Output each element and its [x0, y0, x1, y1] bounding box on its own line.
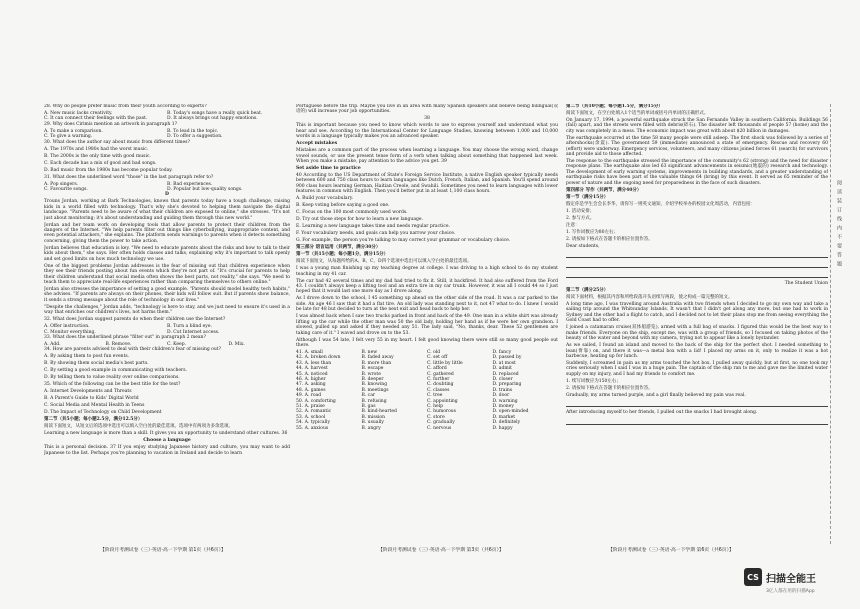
choice-option: 44. A. harvest [296, 366, 328, 372]
section-heading: 第二节（共10小题；每小题1.5分，满分15分） [566, 104, 663, 109]
choice-option: 42. A. broken down [296, 355, 341, 361]
choice-option: B. usually [361, 420, 384, 426]
page-footer: 【阶段月考测试卷（三）·英语·高一下学期 第3页（共6页）】 [378, 548, 504, 553]
choice-option: D. money [492, 403, 514, 409]
binding-line [830, 104, 831, 544]
choice-option: B. faded away [361, 355, 394, 361]
choice-option: B. meetings [361, 387, 389, 393]
question-28-options: A. New music lacks creativity. B. Today's songs have a really quick beat. [44, 111, 263, 116]
choice-option: 46. A. higher [296, 376, 326, 382]
page-footer: 【阶段月考测试卷（三）·英语·高一下学期 第1页（共6页）】 [100, 548, 226, 553]
brand-name: 扫描全能王 [766, 573, 816, 585]
choice-option: 41. A. small [296, 349, 323, 355]
question-31-options: A. Pop singers. B. Bad experiences. [44, 181, 213, 187]
section-heading: 第一节（满分15分） [566, 194, 609, 200]
choice-option: 43. A. less than [296, 360, 332, 366]
passage-d-paragraph: Jordan and her team work on developing tools that allow parents to protect their children from the dangers of the Internet. "We help parents filter out things like cyberbullying, inappropriate content, and even potential attackers," she explains. The platform sends warnings to parents when it detects something concerning, giving them the power to take action. [44, 222, 290, 244]
brand-tagline: 3亿人都在用的扫描App [766, 589, 815, 594]
choice-option: 54. A. typically [296, 420, 330, 426]
choice-option: C. doubting [427, 382, 454, 388]
cloze-choices [296, 350, 558, 431]
option-item: E. Learning a new language takes time and needs regular practice. [296, 224, 450, 230]
scanner-watermark [744, 568, 816, 586]
choice-option: B. kind-hearted [361, 409, 397, 415]
passage-d-paragraph: Jordan believes that education is key. "We need to educate parents about the risks and how to talk to their kids about them," she says. Her often holds classes and talks, explaining why it's important to talk openly and set good limits on how much technology we use. [44, 245, 290, 262]
section-instructions: 阅读下面短文，从短文后的选项中选出可以填入空白处的最佳选项。选项中有两项为多余选项。 [44, 424, 233, 430]
choice-option: 52. A. romantic [296, 409, 332, 415]
choice-option: C. set off [427, 355, 448, 361]
choice-option: 53. A. school [296, 414, 326, 420]
section-heading: 第二节（共5小题；每小题2.5分，满分12.5分） [44, 417, 143, 423]
section-heading: 第二节（满分25分） [566, 288, 609, 294]
writing-line [566, 418, 828, 425]
question-33: 33. What does the underlined phrase "filter out" in paragraph 2 mean? [44, 334, 206, 340]
option-item: B. Keep voting before saying a good one. [296, 203, 390, 209]
passage-d-paragraph: Trouns Jordan, working at Bark Technologies, knows that parents today have a tough challenge, raising kids in a world filled with technology. That's why she's devoted to helping them navigate the digital landscape. "Parents need to be aware of what their children are exposed to online," she stresses. "It's not just about monitoring; it's about understanding and guiding them through this new world." [44, 199, 290, 221]
question-35: 35. Which of the following can be the best title for the text? [44, 382, 181, 388]
choice-option: C. gradually [427, 420, 455, 426]
choice-option: C. humorous [427, 409, 456, 415]
question-30: 30. What does the author say about music from different times? [44, 139, 190, 145]
choice-option: 48. A. games [296, 387, 326, 393]
question-28: 28. Why do people prefer music from their youth according to experts? [44, 104, 207, 109]
cloze-paragraph: Although I was 54 late, I felt very 55 in my heart. I felt good knowing there were still so many good people out there. [296, 337, 558, 348]
writing-line [566, 271, 828, 278]
choice-option: C. little by little [427, 360, 463, 366]
passage-d-paragraph: One of the biggest problems Jordan addresses is the fear of missing out that children experience when they see their friends posting about fun events which they're not part of. "It's crucial for parents to help their children understand that social media often shows the best parts, not reality," she says. "We need to teach them to appreciate real-life experiences rather than comparing themselves to others online." [44, 263, 290, 285]
option-item: A. Build your vocabulary. [296, 196, 354, 202]
choice-option: D. happy [492, 425, 513, 431]
writing-line [566, 251, 828, 258]
choice-option: C. nervous [427, 425, 452, 431]
choice-option: B. more than [361, 360, 392, 366]
section-heading: 第一节（共15小题；每小题1分，满分15分） [296, 252, 389, 258]
question-34: 34. How are parents advised to deal with their children's fear of missing out? [44, 347, 222, 353]
choice-option: C. further [427, 376, 450, 382]
choice-option: B. wrote [361, 371, 381, 377]
choice-option: C. old [427, 349, 441, 355]
part-heading: 第四部分 写作（共两节，满分40分） [566, 187, 642, 193]
choice-option: 45. A. noticed [296, 371, 328, 377]
section-instructions: 阅读下面短文，在空白处填入1个适当的单词或括号内单词的正确形式。 [566, 111, 709, 116]
choice-option: B. car [361, 393, 376, 399]
part-heading: 第三部分 语言运用（共两节，满分30分） [296, 245, 381, 251]
writing-line [566, 400, 828, 407]
subheading: Accept mistakes [296, 141, 338, 147]
choice-option: B. escape [361, 366, 384, 372]
blank-number: 38 [424, 116, 430, 122]
choice-option: B. deeper [361, 376, 384, 382]
choice-option: C. afford [427, 366, 447, 372]
choice-option: 50. A. comforting [296, 398, 336, 404]
option-item: F. Your vocabulary needs, and goals can help you narrow your choice. [296, 231, 456, 237]
choice-option: C. gathered [427, 371, 454, 377]
choice-option: B. knowing [361, 382, 388, 388]
choice-option: D. fancy [492, 349, 512, 355]
cloze-paragraph: I was almost back when I saw two trucks parked in front and back of the 49. One man in a white shirt was already lifting up the car while the other man was 50 the old lady, holding her hand as if he were her own grandson. I slowed, pulled up and asked if they needed any 51. The lady said, "No, thanks, dear. These 52 gentlemen are taking care of it." I waved and drove on to the 53. [296, 314, 558, 336]
question-29: 29. Why does Cirimis mention an artwork in paragraph 1? [44, 121, 177, 127]
choice-option: D. door [492, 393, 510, 399]
binding-line-label: 阅读装订线内不要答题 [836, 180, 842, 270]
page-footer: 【阶段月考测试卷（三）·英语·高一下学期 第6页（共6页）】 [608, 548, 734, 553]
choice-option: B. refusing [361, 398, 387, 404]
choice-option: D. market [492, 414, 516, 420]
passage-d-label: D [165, 192, 169, 198]
subheading: Choose a language [143, 438, 191, 444]
writing-line [566, 261, 828, 268]
choice-option: C. help [427, 403, 444, 409]
question-32: 32. What does Jordan suggest parents do when their children use the Internet? [44, 317, 226, 323]
column-right: 第二节（共10小题；每小题1.5分，满分15分） 阅读下面短文，在空白处填入1个适当的单词或括号内单词的正确形式。 On January 17, 1994, a powerful earthquake struck the San Fernando Valley in southern California. Buildings 56 (fall) apart, and the streets were filled with debris(碎石). The disaster left thousands of people 57 (home) and the city was completely in a mess. The economic impact was great with about $20 billion in damages. The earthquake occurred at the time 58 many people were still asleep. The first shock was followed by a series of aftershocks(余震). The government 59 (immediate) announced a state of emergency. Rescue and recovery 60 (effort) were underway. Emergency services, volunteers, and many citizens joined forces 61 (search) for survivors and provide aid to those affected. The response to the earthquake stressed the importance of the community's 62 (strong) and the need for disaster response plans. The earthquake also led 63 significant advancements in seismic(地震的) research and technology. The development of early warning systems, improvements in building standards, and a greater understanding of earthquake risks have been part of the valuable things 64 (bring) by this event. It served as 65 reminder of the power of nature and the ongoing need for preparedness in the face of such disasters. 第四部分 写作（共两节，满分40分） 第一节（满分15分） 假定你是学生会会长李华，请你写一则英文通知，介绍学校举办的校园文化周活动，内容包括： 1. 活动安排； 2. 参与方式。 注意： 1. 写作词数应为80左右； 2. 请按如下格式在答题卡的相应位置作答。 Dear students, The Student Union 第二节（满分25分） 阅读下面材料，根据其内容和所给段落开头语续写两段，使之构成一篇完整的短文。 A long time ago, I was travelling around Australia with two friends when I decided to go my own way and take a sailing trip around the Whitsunday Islands. It wasn't that I didn't get along any more, but one had to work in Sydney and the other had a flight to catch, and I decided not to let their plans stop me from seeing everything the Gold Coast had to offer. I joined a catamaran cruise(双体船游览), armed with a full bag of snacks. I figured this would be the best way to make friends. Everyone on the ship, except me, was with a group of friends, so I focused on taking photos of the beauty of the water and beyond with my camera, trying not to appear like a lonely bystander. As we sailed, I found an island and moved to the back of the ship for the perfect shot. I needed something to lean(倚靠) on, and there it was—a metal box with a lid! I placed my arms on it, only to realize it was a hot barbecue, heating up for lunch. Suddenly, I screamed in pain as my arms touched the hot box. I pulled away quickly, but at first, no one took my cries seriously when I said I was in a huge pain. The captain of the ship ran to me and gave me the limited water supply on my injury, and I had my friends to comfort me. 1. 续写词数应为150左右； 2. 请按如下格式在答题卡的相应位置作答。 Gradually, my arms turned purple, and a girl finally believed my pain was real. After introducing myself to her friends, I pulled out the snacks I had brought along. [566, 104, 828, 544]
choice-option: 49. A. road [296, 393, 322, 399]
choice-option: D. passed by [492, 355, 522, 361]
question-29-options: A. To make a comparison. B. To lead in the topic. [44, 128, 219, 134]
choice-option: D. replaced [492, 371, 519, 377]
choice-option: B. mission [361, 414, 386, 420]
choice-option: 55. A. anxious [296, 425, 329, 431]
cloze-paragraph: The car had 42 several times and my dad had tried to fix it. Still, it backfired. It had also suffered from the Ford 43. I couldn't always keep a lifting tool and an extra tire in my car trunk. However, it was all I could 44 so I just hoped that it would last one more day as I drove along. [296, 278, 558, 295]
option-item: C. Focus on the 100 most commonly used words. [296, 210, 408, 216]
choice-option: 47. A. asking [296, 382, 326, 388]
choice-option: D. preparing [492, 382, 522, 388]
option-item: G. For example, the person you're talking to may correct your grammar or vocabulary choice. [296, 238, 511, 244]
option-item: D. Try out those steps for how to learn a new language. [296, 217, 423, 223]
column-left: 28. Why do people prefer music from their youth according to experts? A. New music lacks creativity. B. Today's songs have a really quick beat. C. It can connect their feelings with the past. D. It always brings out happy emotions. 29. Why does Cirimis mention an artwork in paragraph 1? A. To make a comparison. B. To lead in the topic. C. To give a warning. D. To offer a suggestion. 30. What does the author say about music from different times? A. The 1970s and 1980s had the worst music. B. The 2000s is the only time with good music. C. Each decade has a mix of good and bad songs. D. Bad music from the 1980s has become popular today. 31. What does the underlined word "those" in the last paragraph refer to? A. Pop singers. B. Bad experiences. C. Favourite songs. D. Popular but low-quality songs. D Trouns Jordan, working at Bark Technologies, knows that parents today have a tough challenge, raising kids in a world filled with technology. That's why she's devoted to helping them navigate the digital landscape. "Parents need to be aware of what their children are exposed to online," she stresses. "It's not just about monitoring; it's about understanding and guiding them through this new world." Jordan and her team work on developing tools that allow parents to protect their children from the dangers of the Internet. "We help parents filter out things like cyberbullying, inappropriate content, and even potential attackers," she explains. The platform sends warnings to parents when it detects something concerning, giving them the power to take action. Jordan believes that education is key. "We need to educate parents about the risks and how to talk to their kids about them," she says. Her often holds classes and talks, explaining why it's important to talk openly and set good limits on how much technology we use. One of the biggest problems Jordan addresses is the fear of missing out that children experience when they see their friends posting about fun events which they're not part of. "It's crucial for parents to help their children understand that social media often shows the best parts, not reality," she says. "We need to teach them to appreciate real-life experiences rather than comparing themselves to others online." Jordan also stresses the importance of setting a good example. "Parents should model healthy tech habits," she advises. "If parents are always on their phones, their kids will follow suit. But if parents show balance, it sends a strong message about the role of technology in our lives." "Despite the challenges," Jordan adds, "technology is here to stay, and we just need to ensure it's used in a way that enriches our children's lives, not harms them." 32. What does Jordan suggest parents do when their children use the Internet? A. Offer instruction. B. Turn a blind eye. C. Monitor everything. D. Cut Internet access. 33. What does the underlined phrase "filter out" in paragraph 2 mean? A. Add. B. Remove. C. Keep. D. Mix. 34. How are parents advised to deal with their children's fear of missing out? A. By asking them to post fun events. B. By showing them social media's best parts. C. By setting a good example in communicating with teachers. D. By telling them to value reality over online comparisons. 35. Which of the following can be the best title for the text? A. Internet Developments and Threats B. A Parent's Guide to Kids' Digital World C. Social Media and Mental Health in Teens D. The Impact of Technology on Child Development 第二节（共5小题；每小题2.5分，满分12.5分） 阅读下面短文，从短文后的选项中选出可以填入空白处的最佳选项。选项中有两项为多余选项。 Learning a new language is more than a skill. It gives you an opportunity to understand other cultures. 36 Choose a language This is a personal decision. 37 If you enjoy studying Japanese history and culture, you may want to add Japanese to the list. Perhaps you're planning to vacation in Ireland and decide to learn [44, 104, 290, 456]
column-middle: Portuguese before the trip. Maybe you live in an area with many Spanish speakers and believe being bilingual(双语的) will increase your job opportunities. 38 This is important because you need to know which words to use to express yourself and understand what you hear and see. According to the International Center for Language Studies, knowing between 1,000 and 10,000 words in a language typically makes you an advanced speaker. Accept mistakes Mistakes are a common part of the process when learning a language. You may choose the wrong word, change vowel sounds, or use the present tense form of a verb when talking about something that happened last week. When you make a mistake, pay attention to the advice you get. 39 Set aside time to practice 40 According to the US Department of State's Foreign Service Institute, a native English speaker typically needs between 600 and 750 class hours to learn languages like Dutch, French, Italian, and Spanish. You'll spend around 900 class hours learning German, Haitian Creole, and Swahili. Sometimes you need to learn languages with lower features in common with English. Then you'd better put in at least 1,100 class hours. A. Build your vocabulary. B. Keep voting before saying a good one. C. Focus on the 100 most commonly used words. D. Try out those steps for how to learn a new language. E. Learning a new language takes time and needs regular practice. F. Your vocabulary needs, and goals can help you narrow your choice. G. For example, the person you're talking to may correct your grammar or vocabulary choice. 第三部分 语言运用（共两节，满分30分） 第一节（共15小题；每小题1分，满分15分） 阅读下面短文，从每题所给的A、B、C、D四个选项中选出可以填入空白处的最佳选项。 I was a young man finishing up my teaching degree at college. I was driving to a high school to do my student teaching in my 41 car. The car had 42 several times and my dad had tried to fix it. Still, it backfired. It had also suffered from the Ford 43. I couldn't always keep a lifting tool and an extra tire in my car trunk. However, it was all I could 44 so I just hoped that it would last one more day as I drove along. As I drove down to the school, I 45 something up ahead on the other side of the road. It was a car parked to the side. An age 46 I saw that it had a flat tire. An old lady was standing next to it, not 47 what to do. I knew I would be late for 48 but decided to turn at the next exit and head back to help her. I was almost back when I saw two trucks parked in front and back of the 49. One man in a white shirt was already lifting up the car while the other man was 50 the old lady, holding her hand as if he were her own grandson. I slowed, pulled up and asked if they needed any 51. The lady said, "No, thanks, dear. These 52 gentlemen are taking care of it." I waved and drove on to the 53. Although I was 54 late, I felt very 55 in my heart. I felt good knowing there were still so many good people out there. 41. A. small B. new C. old D. fancy 42. A. broken down B. faded away C. set off D. passed by 43. A. less than B. more than C. little by little D. at most 44. A. harvest B. escape C. afford D. admit 45. A. noticed B. wrote C. gathered D. replaced 46. A. higher B. deeper C. further D. closer 47. A. asking B. knowing C. doubting D. preparing 48. A. games B. meetings C. classes D. trains 49. A. road B. car C. tree D. door 50. A. comforting B. refusing C. appointing D. warning 51. A. praise B. gas C. help D. money 52. A. romantic B. kind-hearted C. humorous D. open-minded 53. A. school B. mission C. store D. market 54. A. typically B. usually C. gradually D. definitely 55. A. anxious B. angry C. nervous D. happy [296, 104, 558, 431]
choice-option: B. gas [361, 403, 376, 409]
cloze-paragraph: I was a young man finishing up my teaching degree at college. I was driving to a high school to do my student teaching in my 41 car. [296, 266, 558, 277]
section-instructions: 阅读下面短文，从每题所给的A、B、C、D四个选项中选出可以填入空白处的最佳选项。 [296, 259, 472, 265]
passage-d-paragraph: Jordan also stresses the importance of setting a good example. "Parents should model healthy tech habits," she advises. "If parents are always on their phones, their kids will follow suit. But if parents show balance, it sends a strong message about the role of technology in our lives." [44, 286, 290, 303]
letter-signoff: The Student Union [784, 281, 828, 287]
choice-option: D. trains [492, 387, 513, 393]
choice-option: D. at most [492, 360, 516, 366]
choice-option: D. warning [492, 398, 518, 404]
choice-option: D. admit [492, 366, 512, 372]
letter-greeting: Dear students, [566, 243, 600, 249]
choice-option: D. closer [492, 376, 513, 382]
choice-option: 51. A. praise [296, 403, 325, 409]
subheading: Set aside time to practice [296, 166, 361, 172]
camscanner-logo-icon: CS [744, 568, 762, 586]
choice-option: C. tree [427, 393, 443, 399]
choice-option: D. definitely [492, 420, 521, 426]
choice-option: C. store [427, 414, 445, 420]
continuation-start: After introducing myself to her friends, I pulled out the snacks I had brought along. [566, 410, 758, 416]
cloze-choice-row [296, 426, 558, 431]
section-instructions: 阅读下面材料，根据其内容和所给段落开头语续写两段，使之构成一篇完整的短文。 [566, 295, 733, 301]
choice-option: B. angry [361, 425, 381, 431]
question-31: 31. What does the underlined word "those" in the last paragraph refer to? [44, 174, 214, 180]
choice-option: C. appointing [427, 398, 458, 404]
passage-d-paragraph: "Despite the challenges," Jordan adds, "technology is here to stay, and we just need to ensure it's used in a way that enriches our children's lives, not harms them." [44, 304, 290, 316]
choice-option: C. classes [427, 387, 450, 393]
choice-option: D. open-minded [492, 409, 529, 415]
choice-option: B. new [361, 349, 378, 355]
continuation-start: Gradually, my arms turned purple, and a girl finally believed my pain was real. [566, 392, 746, 398]
cloze-paragraph: As I drove down to the school, I 45 something up ahead on the other side of the road. It was a car parked to the side. An age 46 I saw that it had a flat tire. An old lady was standing next to it, not 47 what to do. I knew I would be late for 48 but decided to turn at the next exit and head back to help her. [296, 296, 558, 313]
